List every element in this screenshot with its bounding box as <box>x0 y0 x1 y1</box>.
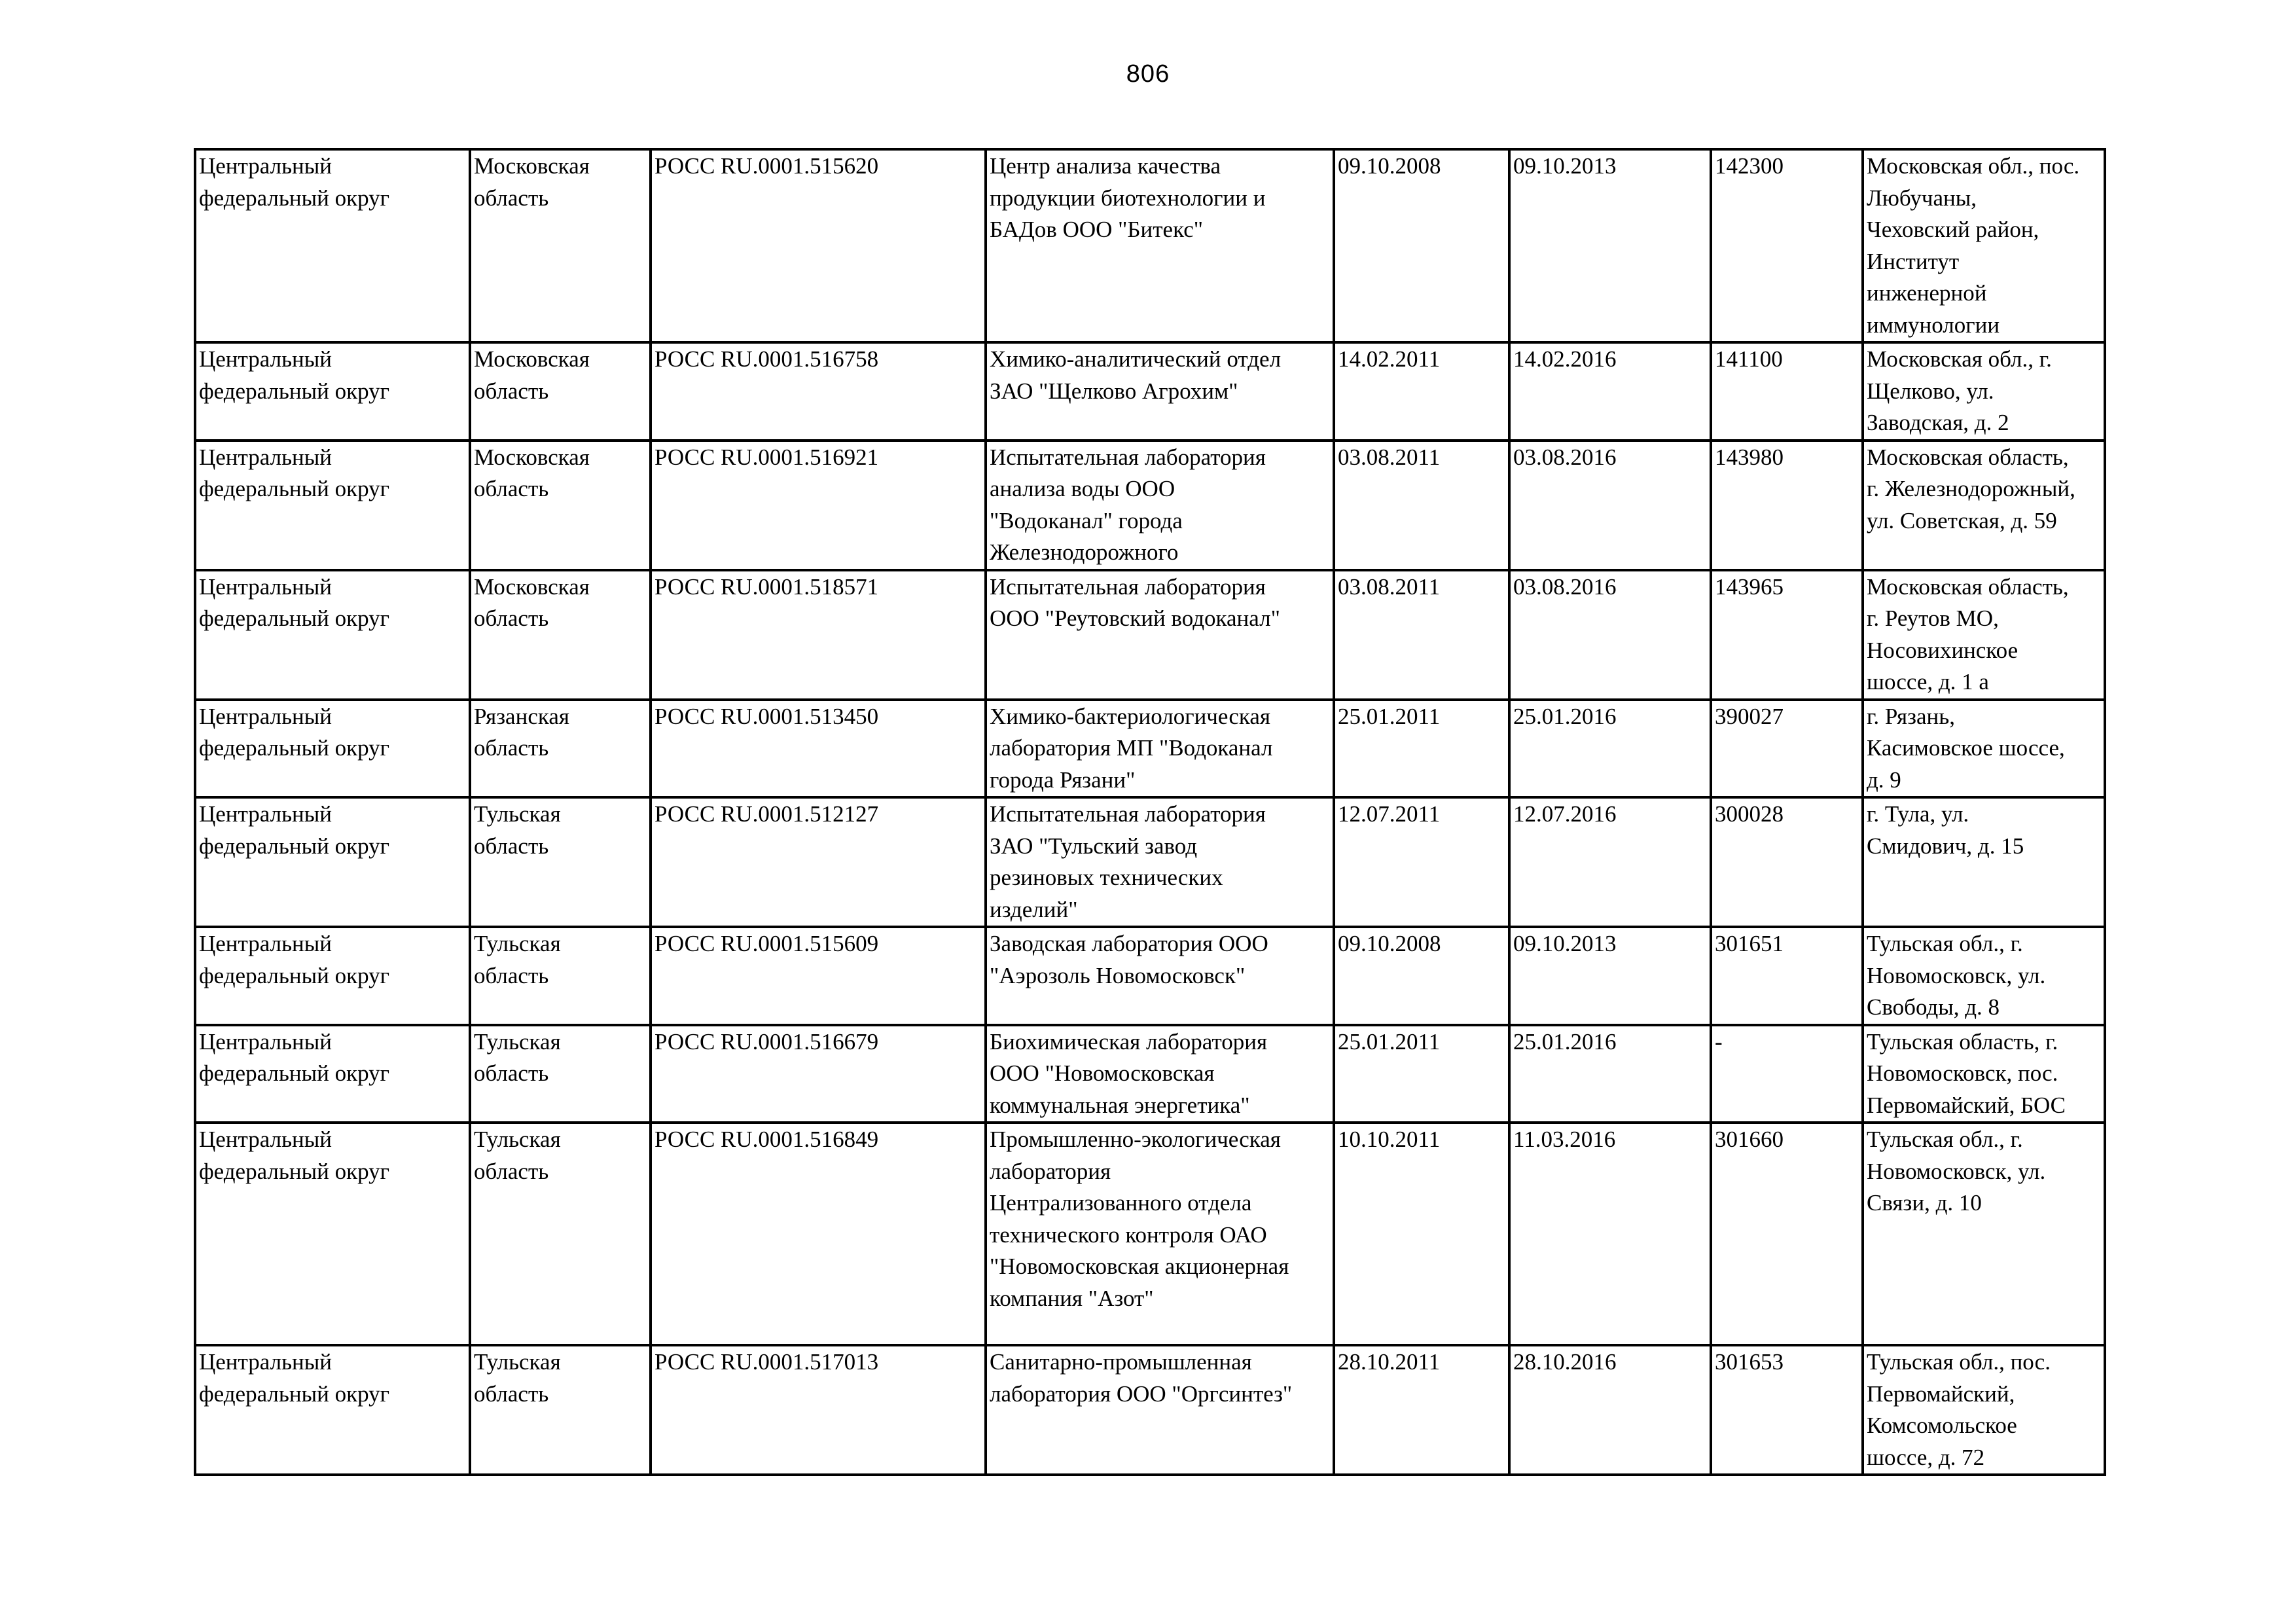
region-cell: Тульская область <box>470 1345 651 1475</box>
postcode-cell: 300028 <box>1711 797 1863 927</box>
date-to-cell: 11.03.2016 <box>1509 1123 1711 1345</box>
table-row <box>195 570 2105 700</box>
date-to-cell: 09.10.2013 <box>1509 149 1711 342</box>
postcode-cell: 141100 <box>1711 342 1863 441</box>
region-cell: Тульская область <box>470 1123 651 1345</box>
district-cell: Центральный федеральный округ <box>195 1025 470 1123</box>
region-cell: Московская область <box>470 441 651 570</box>
accreditation-cell: РОСС RU.0001.516758 <box>651 342 986 441</box>
district-cell: Центральный федеральный округ <box>195 441 470 570</box>
address-cell: Московская область, г. Реутов МО, Носовихинское шоссе, д. 1 а <box>1863 570 2105 700</box>
date-from-cell: 14.02.2011 <box>1334 342 1509 441</box>
address-cell: г. Рязань, Касимовское шоссе, д. 9 <box>1863 700 2105 798</box>
date-to-cell: 12.07.2016 <box>1509 797 1711 927</box>
postcode-cell: 301653 <box>1711 1345 1863 1475</box>
laboratory-cell: Санитарно-промышленная лаборатория ООО "Оргсинтез" <box>986 1345 1334 1475</box>
date-from-cell: 25.01.2011 <box>1334 1025 1509 1123</box>
district-cell: Центральный федеральный округ <box>195 1123 470 1345</box>
date-from-cell: 12.07.2011 <box>1334 797 1509 927</box>
laboratory-cell: Испытательная лаборатория ООО "Реутовский водоканал" <box>986 570 1334 700</box>
accreditation-cell: РОСС RU.0001.515620 <box>651 149 986 342</box>
date-to-cell: 09.10.2013 <box>1509 927 1711 1025</box>
table-row <box>195 1025 2105 1123</box>
date-from-cell: 10.10.2011 <box>1334 1123 1509 1345</box>
district-cell: Центральный федеральный округ <box>195 927 470 1025</box>
address-cell: Тульская область, г. Новомосковск, пос. Первомайский, БОС <box>1863 1025 2105 1123</box>
date-to-cell: 14.02.2016 <box>1509 342 1711 441</box>
laboratory-cell: Испытательная лаборатория ЗАО "Тульский завод резиновых технических изделий" <box>986 797 1334 927</box>
table-row <box>195 797 2105 927</box>
date-to-cell: 28.10.2016 <box>1509 1345 1711 1475</box>
district-cell: Центральный федеральный округ <box>195 570 470 700</box>
address-cell: Московская обл., г. Щелково, ул. Заводская, д. 2 <box>1863 342 2105 441</box>
date-from-cell: 09.10.2008 <box>1334 149 1509 342</box>
laboratory-cell: Заводская лаборатория ООО "Аэрозоль Новомосковск" <box>986 927 1334 1025</box>
date-to-cell: 03.08.2016 <box>1509 441 1711 570</box>
date-from-cell: 28.10.2011 <box>1334 1345 1509 1475</box>
region-cell: Тульская область <box>470 927 651 1025</box>
district-cell: Центральный федеральный округ <box>195 797 470 927</box>
accreditation-cell: РОСС RU.0001.513450 <box>651 700 986 798</box>
region-cell: Рязанская область <box>470 700 651 798</box>
table-row <box>195 149 2105 342</box>
district-cell: Центральный федеральный округ <box>195 1345 470 1475</box>
accreditation-cell: РОСС RU.0001.516921 <box>651 441 986 570</box>
region-cell: Московская область <box>470 149 651 342</box>
laboratory-cell: Промышленно-экологическая лаборатория Централизованного отдела технического контроля ОАО "Новомосковская акционерная компания "Азот" <box>986 1123 1334 1345</box>
laboratory-cell: Химико-бактериологическая лаборатория МП "Водоканал города Рязани" <box>986 700 1334 798</box>
table-row <box>195 1345 2105 1475</box>
laboratory-cell: Биохимическая лаборатория ООО "Новомосковская коммунальная энергетика" <box>986 1025 1334 1123</box>
postcode-cell: 301660 <box>1711 1123 1863 1345</box>
date-to-cell: 03.08.2016 <box>1509 570 1711 700</box>
postcode-cell: 143980 <box>1711 441 1863 570</box>
table-row <box>195 1123 2105 1345</box>
postcode-cell: 390027 <box>1711 700 1863 798</box>
table-row <box>195 441 2105 570</box>
laboratory-cell: Испытательная лаборатория анализа воды ООО "Водоканал" города Железнодорожного <box>986 441 1334 570</box>
postcode-cell: 301651 <box>1711 927 1863 1025</box>
date-to-cell: 25.01.2016 <box>1509 1025 1711 1123</box>
date-to-cell: 25.01.2016 <box>1509 700 1711 798</box>
region-cell: Московская область <box>470 342 651 441</box>
accreditation-cell: РОСС RU.0001.515609 <box>651 927 986 1025</box>
accreditation-cell: РОСС RU.0001.518571 <box>651 570 986 700</box>
postcode-cell: 143965 <box>1711 570 1863 700</box>
address-cell: Тульская обл., г. Новомосковск, ул. Свободы, д. 8 <box>1863 927 2105 1025</box>
date-from-cell: 09.10.2008 <box>1334 927 1509 1025</box>
date-from-cell: 25.01.2011 <box>1334 700 1509 798</box>
date-from-cell: 03.08.2011 <box>1334 441 1509 570</box>
address-cell: г. Тула, ул. Смидович, д. 15 <box>1863 797 2105 927</box>
accreditation-cell: РОСС RU.0001.516679 <box>651 1025 986 1123</box>
page-number: 806 <box>1126 60 1170 88</box>
district-cell: Центральный федеральный округ <box>195 342 470 441</box>
region-cell: Тульская область <box>470 1025 651 1123</box>
postcode-cell: - <box>1711 1025 1863 1123</box>
laboratory-cell: Химико-аналитический отдел ЗАО "Щелково Агрохим" <box>986 342 1334 441</box>
date-from-cell: 03.08.2011 <box>1334 570 1509 700</box>
postcode-cell: 142300 <box>1711 149 1863 342</box>
address-cell: Тульская обл., пос. Первомайский, Комсомольское шоссе, д. 72 <box>1863 1345 2105 1475</box>
accreditation-cell: РОСС RU.0001.512127 <box>651 797 986 927</box>
table-row <box>195 342 2105 441</box>
region-cell: Тульская область <box>470 797 651 927</box>
laboratory-cell: Центр анализа качества продукции биотехнологии и БАДов ООО "Битекс" <box>986 149 1334 342</box>
region-cell: Московская область <box>470 570 651 700</box>
table-row <box>195 700 2105 798</box>
address-cell: Тульская обл., г. Новомосковск, ул. Связи, д. 10 <box>1863 1123 2105 1345</box>
laboratory-registry-table <box>194 148 2106 1476</box>
accreditation-cell: РОСС RU.0001.517013 <box>651 1345 986 1475</box>
district-cell: Центральный федеральный округ <box>195 149 470 342</box>
accreditation-cell: РОСС RU.0001.516849 <box>651 1123 986 1345</box>
district-cell: Центральный федеральный округ <box>195 700 470 798</box>
address-cell: Московская обл., пос. Любучаны, Чеховский район, Институт инженерной иммунологии <box>1863 149 2105 342</box>
address-cell: Московская область, г. Железнодорожный, ул. Советская, д. 59 <box>1863 441 2105 570</box>
table-row <box>195 927 2105 1025</box>
